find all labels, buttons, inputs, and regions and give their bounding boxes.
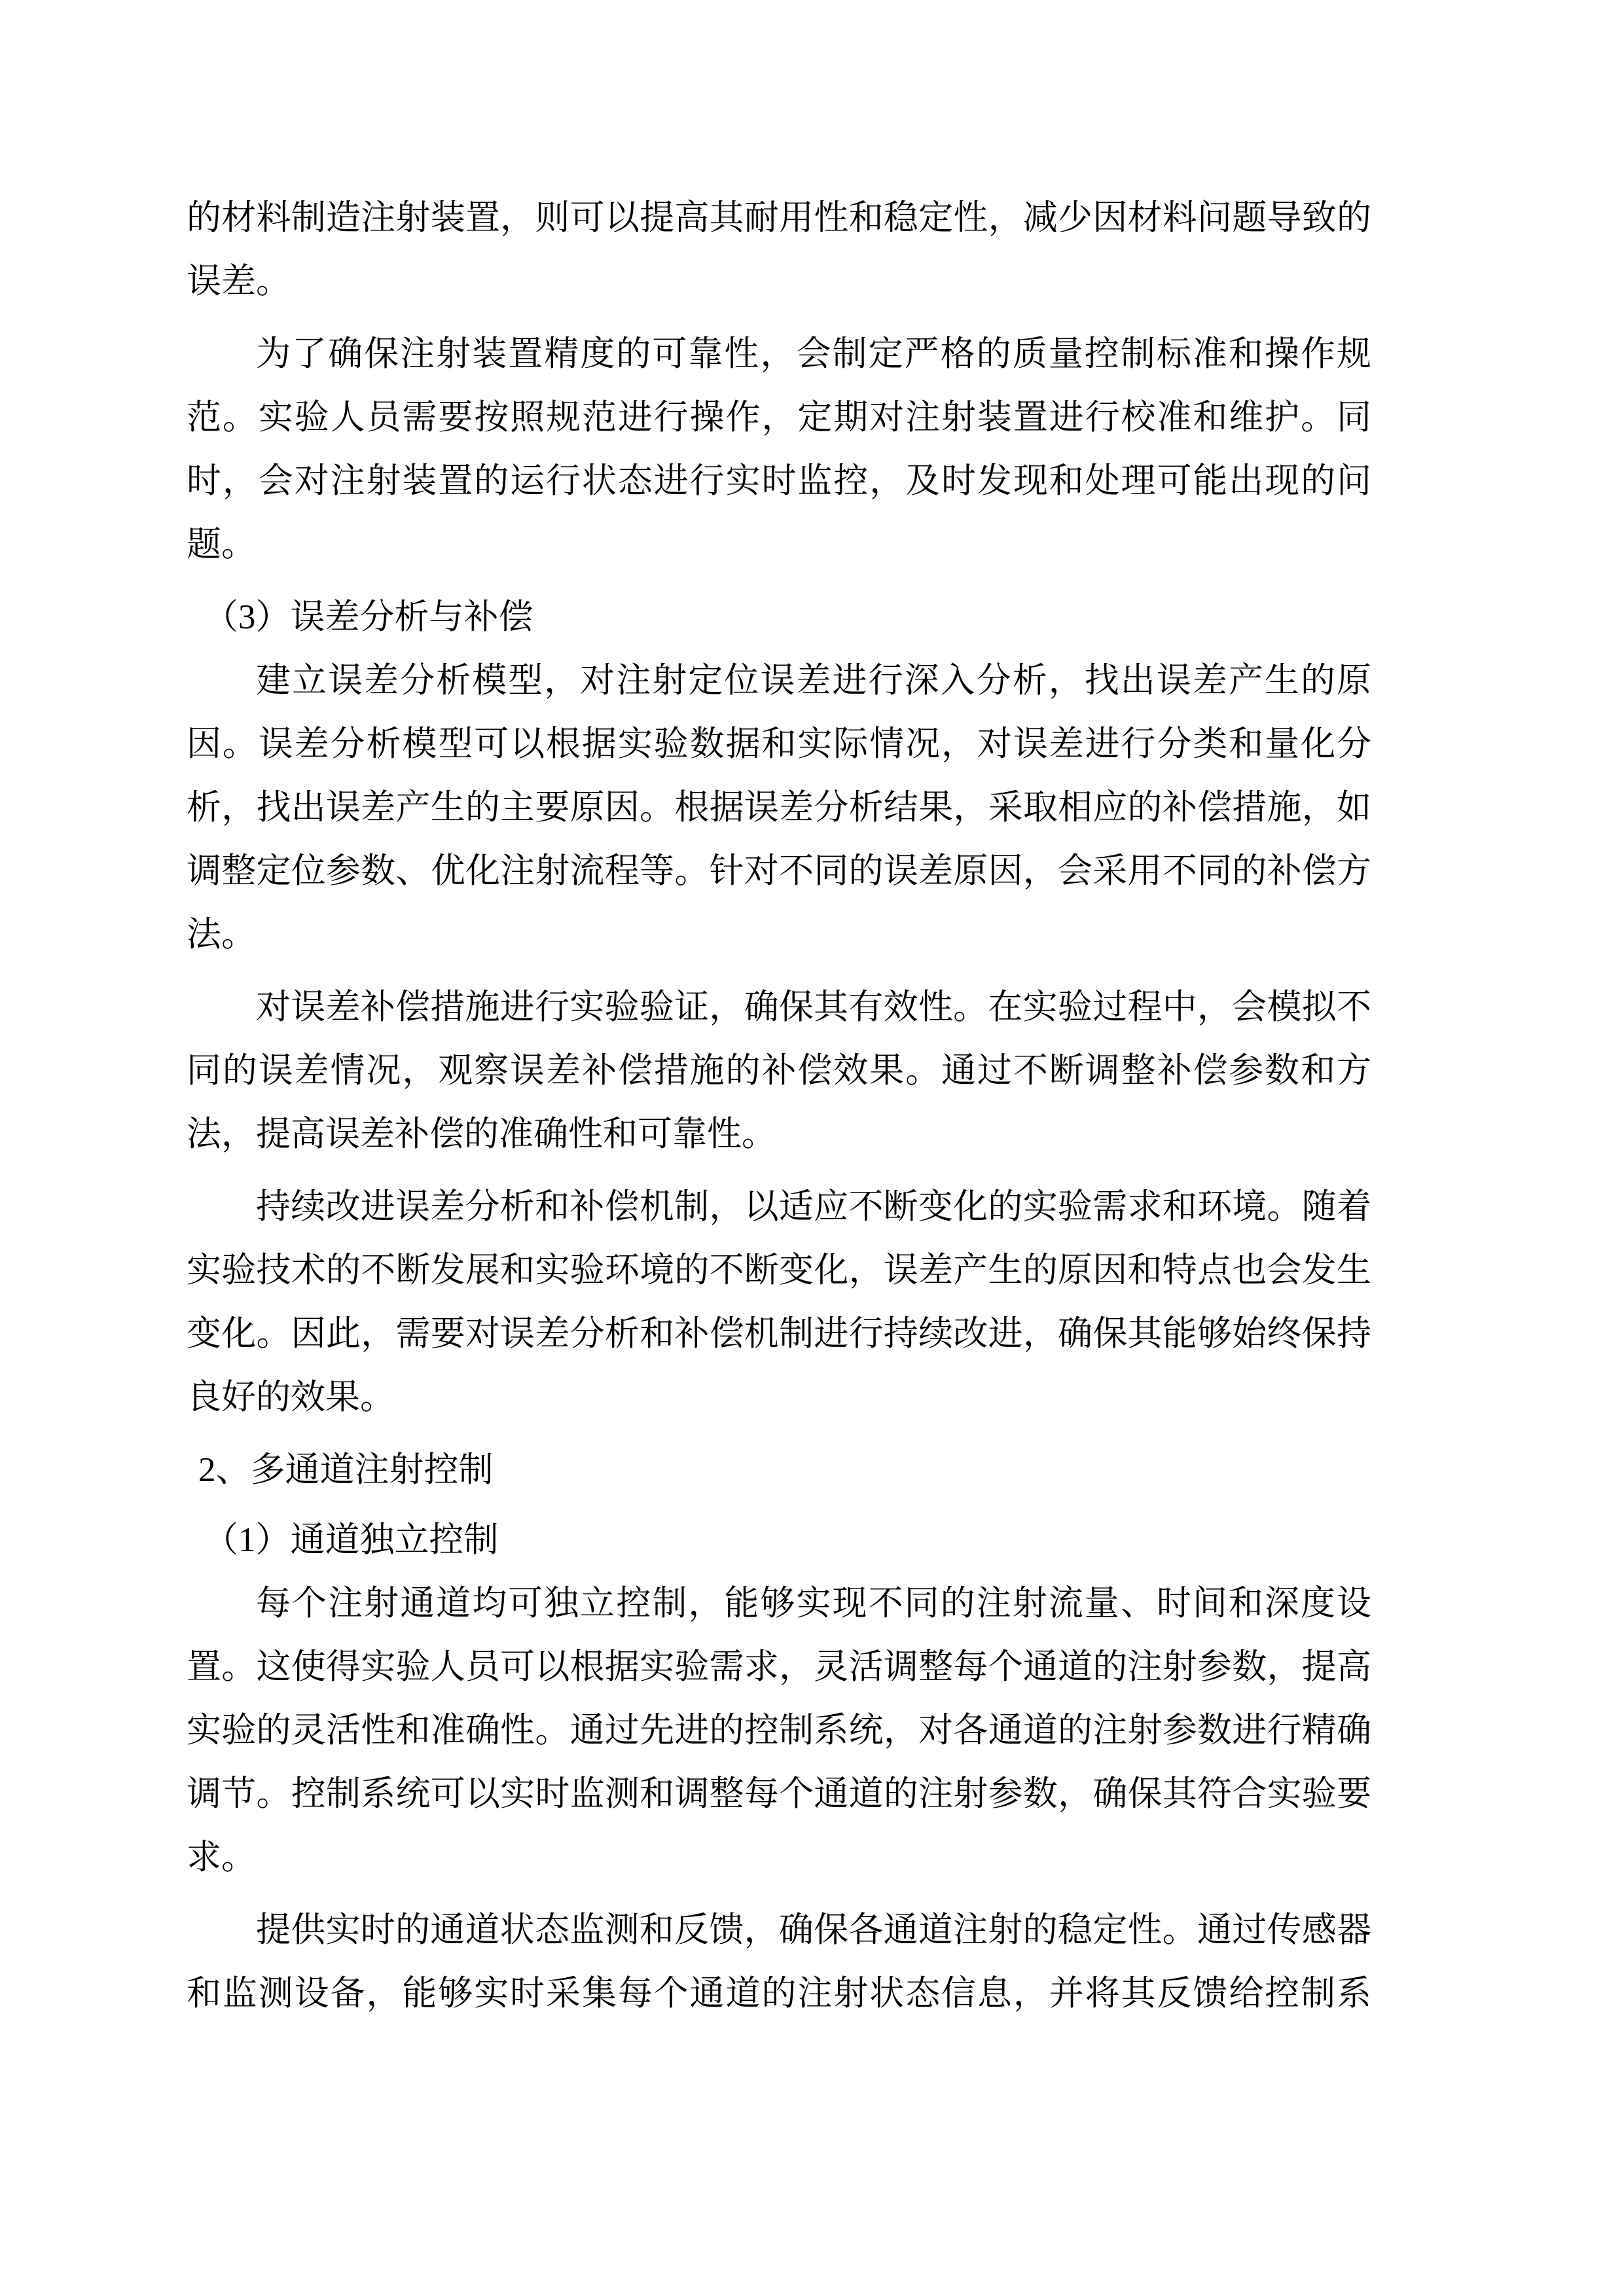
text-line: 同的误差情况，观察误差补偿措施的补偿效果。通过不断调整补偿参数和方 — [187, 1052, 1371, 1090]
text-line: 范。实验人员需要按照规范进行操作，定期对注射装置进行校准和维护。同 — [187, 399, 1371, 437]
text-line: 变化。因此，需要对误差分析和补偿机制进行持续改进，确保其能够始终保持 — [187, 1315, 1371, 1353]
text-line: 析，找出误差产生的主要原因。根据误差分析结果，采取相应的补偿措施，如 — [187, 789, 1371, 827]
heading-line: （3）误差分析与补偿 — [204, 598, 533, 636]
text-line: 时，会对注射装置的运行状态进行实时监控，及时发现和处理可能出现的问 — [187, 462, 1371, 500]
text-line: 为了确保注射装置精度的可靠性，会制定严格的质量控制标准和操作规 — [256, 335, 1371, 373]
heading-multichannel-injection-control — [187, 1439, 1371, 1502]
paragraph-compensation-verification — [187, 976, 1371, 1166]
document-content — [187, 187, 1371, 2035]
text-line: 对误差补偿措施进行实验验证，确保其有效性。在实验过程中，会模拟不 — [256, 988, 1371, 1026]
text-line: 持续改进误差分析和补偿机制，以适应不断变化的实验需求和环境。随着 — [256, 1188, 1371, 1226]
text-line: 调节。控制系统可以实时监测和调整每个通道的注射参数，确保其符合实验要 — [187, 1775, 1371, 1813]
text-line: 调整定位参数、优化注射流程等。针对不同的误差原因，会采用不同的补偿方 — [187, 852, 1371, 890]
text-line: 每个注射通道均可独立控制，能够实现不同的注射流量、时间和深度设 — [256, 1585, 1371, 1623]
paragraph-channel-parameters — [187, 1572, 1371, 1890]
text-line: 和监测设备，能够实时采集每个通道的注射状态信息，并将其反馈给控制系 — [187, 1975, 1371, 2013]
text-line: 良好的效果。 — [187, 1378, 395, 1416]
text-line: 建立误差分析模型，对注射定位误差进行深入分析，找出误差产生的原 — [256, 662, 1371, 700]
text-line: 题。 — [187, 526, 256, 564]
text-line: 的材料制造注射装置，则可以提高其耐用性和稳定性，减少因材料问题导致的 — [187, 199, 1371, 237]
paragraph-continuous-improvement — [187, 1175, 1371, 1429]
text-line: 误差。 — [187, 262, 291, 300]
heading-line: 2、多通道注射控制 — [198, 1451, 494, 1489]
paragraph-quality-control — [187, 323, 1371, 577]
text-line: 因。误差分析模型可以根据实验数据和实际情况，对误差进行分类和量化分 — [187, 725, 1371, 763]
text-line: 置。这使得实验人员可以根据实验需求，灵活调整每个通道的注射参数，提高 — [187, 1648, 1371, 1686]
paragraph-material-continuation — [187, 187, 1371, 314]
text-line: 实验技术的不断发展和实验环境的不断变化，误差产生的原因和特点也会发生 — [187, 1251, 1371, 1289]
paragraph-error-model — [187, 649, 1371, 967]
text-line: 法。 — [187, 916, 256, 954]
text-line: 法，提高误差补偿的准确性和可靠性。 — [187, 1115, 776, 1153]
text-line: 实验的灵活性和准确性。通过先进的控制系统，对各通道的注射参数进行精确 — [187, 1712, 1371, 1749]
paragraph-channel-monitoring — [187, 1899, 1371, 2026]
heading-channel-independent-control — [187, 1509, 1371, 1572]
text-line: 提供实时的通道状态监测和反馈，确保各通道注射的稳定性。通过传感器 — [256, 1911, 1371, 1949]
heading-error-analysis-compensation — [187, 586, 1371, 649]
heading-line: （1）通道独立控制 — [204, 1521, 499, 1559]
text-line: 求。 — [187, 1839, 256, 1876]
